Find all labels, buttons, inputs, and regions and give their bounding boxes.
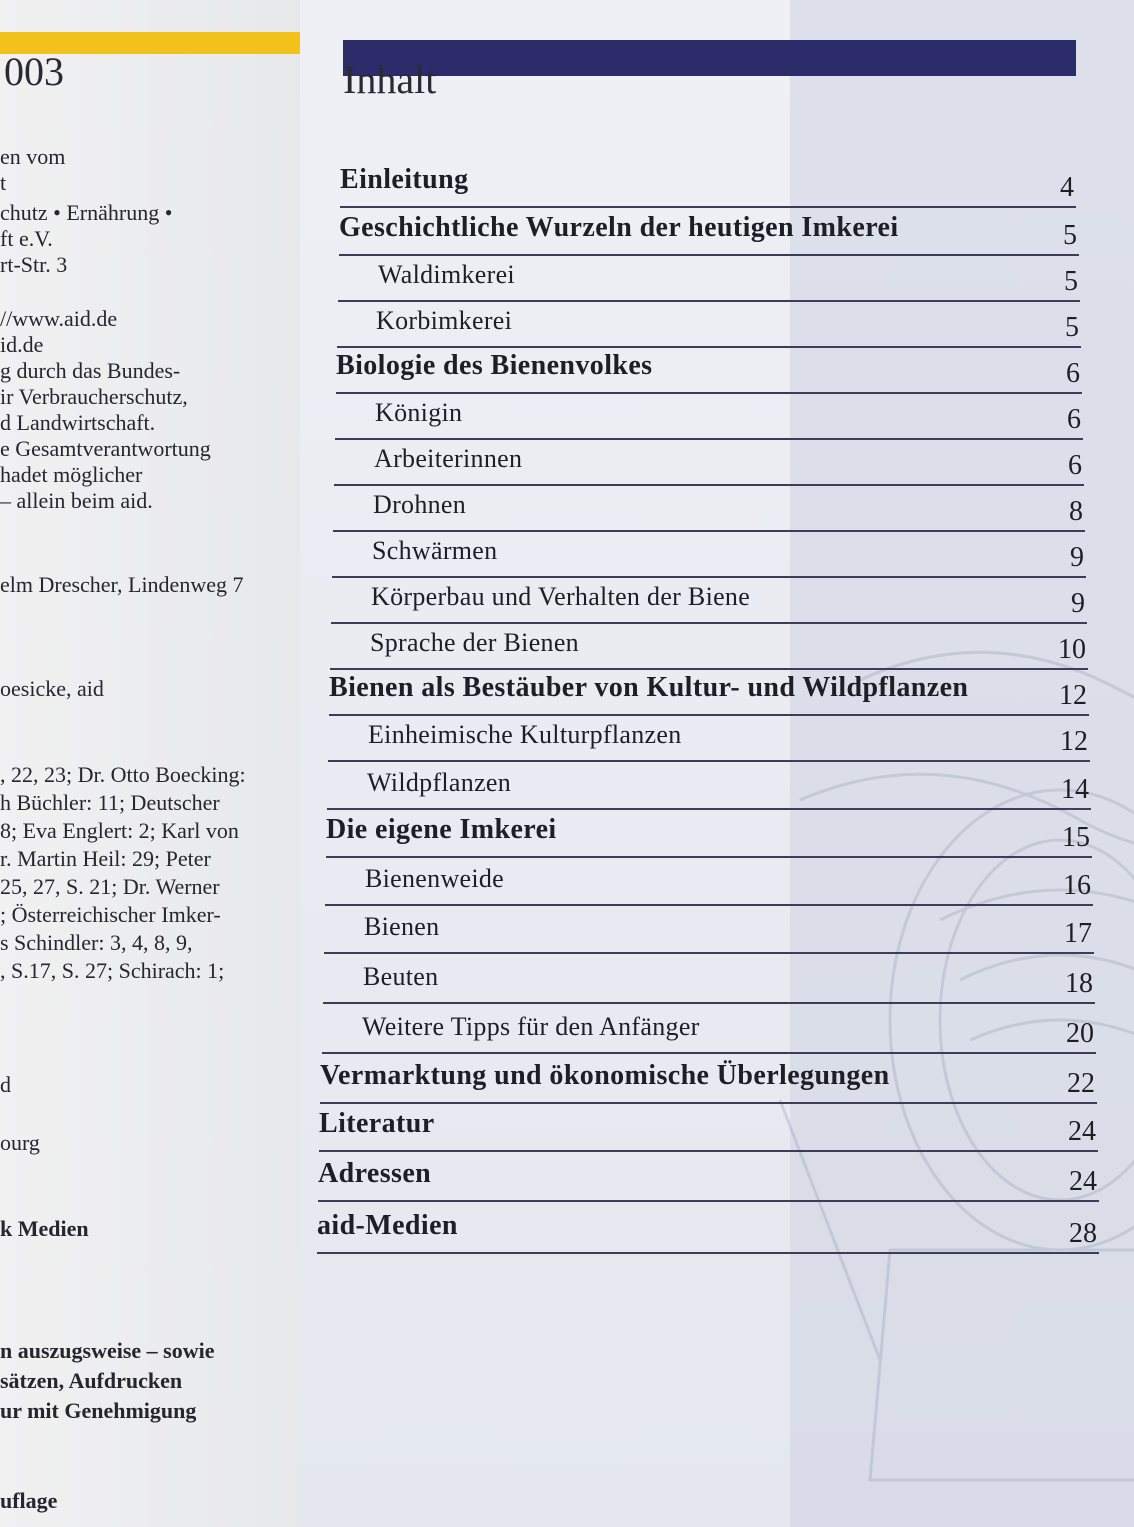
- toc-entry-title: Waldimkerei: [378, 260, 515, 289]
- toc-entry-title: aid-Medien: [317, 1210, 458, 1241]
- toc-entry-title: Beuten: [363, 962, 439, 991]
- toc-entry[interactable]: [334, 434, 1084, 480]
- imprint-line: hadet möglicher: [0, 462, 143, 487]
- toc-entry-page: 9: [1070, 542, 1084, 573]
- toc-entry[interactable]: [326, 804, 1092, 852]
- imprint-line: k Medien: [0, 1216, 89, 1241]
- toc-entry-title: Biologie des Bienenvolkes: [336, 350, 653, 381]
- imprint-line: ur mit Genehmigung: [0, 1398, 197, 1423]
- imprint-line: 25, 27, S. 21; Dr. Werner: [0, 874, 220, 899]
- imprint-line: t: [0, 170, 7, 195]
- toc-entry-title: Literatur: [319, 1108, 435, 1139]
- imprint-line: rt-Str. 3: [0, 252, 68, 277]
- toc-entry[interactable]: [340, 150, 1076, 202]
- toc-entry[interactable]: [319, 1098, 1098, 1146]
- toc-entry-page: 6: [1067, 404, 1081, 435]
- toc-entry[interactable]: [320, 1048, 1097, 1098]
- imprint-line: uflage: [0, 1488, 58, 1513]
- navy-header-bar: [343, 40, 1076, 76]
- imprint-line: – allein beim aid.: [0, 488, 153, 513]
- imprint-line: ft e.V.: [0, 226, 53, 251]
- imprint-line: ir Verbraucherschutz,: [0, 384, 188, 409]
- toc-entry-title: Einheimische Kulturpflanzen: [368, 720, 682, 749]
- imprint-line: 8; Eva Englert: 2; Karl von: [0, 818, 239, 843]
- toc-entry-page: 16: [1063, 870, 1091, 901]
- toc-entry-title: Einleitung: [340, 164, 469, 195]
- imprint-line: e Gesamtverantwortung: [0, 436, 211, 461]
- imprint-line: elm Drescher, Lindenweg 7: [0, 572, 244, 597]
- toc-entry[interactable]: [335, 388, 1083, 434]
- imprint-line: g durch das Bundes-: [0, 358, 181, 383]
- imprint-line: r. Martin Heil: 29; Peter: [0, 846, 211, 871]
- toc-entry-page: 5: [1064, 266, 1078, 297]
- toc-entry-title: Königin: [375, 398, 463, 427]
- imprint-line: , 22, 23; Dr. Otto Boecking:: [0, 762, 246, 787]
- toc-entry[interactable]: [336, 342, 1082, 388]
- toc-entry-page: 12: [1060, 726, 1088, 757]
- toc-entry[interactable]: [338, 250, 1080, 296]
- toc-entry[interactable]: [333, 480, 1085, 526]
- toc-entry-title: Adressen: [318, 1158, 432, 1189]
- toc-entry-page: 5: [1065, 312, 1079, 343]
- toc-entry-title: Bienen als Bestäuber von Kultur- und Wildpflanzen: [329, 672, 969, 703]
- toc-entry[interactable]: [318, 1146, 1099, 1196]
- toc-entry-page: 20: [1066, 1018, 1094, 1049]
- toc-entry[interactable]: [332, 526, 1086, 572]
- toc-entry-title: Arbeiterinnen: [374, 444, 523, 473]
- toc-entry-page: 24: [1069, 1166, 1097, 1197]
- toc-entry-title: Wildpflanzen: [367, 768, 512, 797]
- toc-entry[interactable]: [317, 1196, 1099, 1248]
- toc-entry-title: Weitere Tipps für den Anfänger: [362, 1012, 700, 1041]
- toc-entry[interactable]: [337, 296, 1081, 342]
- toc-entry-page: 15: [1062, 822, 1090, 853]
- toc-entry-title: Schwärmen: [372, 536, 498, 565]
- edition-year: 003: [4, 49, 64, 94]
- imprint-line: , S.17, S. 27; Schirach: 1;: [0, 958, 225, 983]
- toc-entry-page: 18: [1065, 968, 1093, 999]
- imprint-line: d Landwirtschaft.: [0, 410, 156, 435]
- toc-entry[interactable]: [331, 572, 1087, 618]
- toc-entry-title: Bienenweide: [365, 864, 505, 893]
- toc-entry-page: 12: [1059, 680, 1087, 711]
- imprint-line: h Büchler: 11; Deutscher: [0, 790, 220, 815]
- toc-entry-title: Bienen: [364, 912, 440, 941]
- toc-entry-page: 6: [1066, 358, 1080, 389]
- toc-entry-page: 4: [1060, 172, 1074, 203]
- left-page: [0, 0, 300, 1527]
- imprint-line: n auszugsweise – sowie: [0, 1338, 215, 1363]
- toc-entry[interactable]: [328, 710, 1090, 756]
- imprint-line: d: [0, 1072, 11, 1097]
- toc-entry[interactable]: [323, 948, 1095, 998]
- toc-entry[interactable]: [339, 202, 1079, 250]
- toc-entry-page: 24: [1068, 1116, 1096, 1147]
- toc-entry-page: 14: [1061, 774, 1089, 805]
- imprint-line: s Schindler: 3, 4, 8, 9,: [0, 930, 193, 955]
- toc-entry-page: 9: [1071, 588, 1085, 619]
- toc-entry-page: 10: [1058, 634, 1086, 665]
- toc-entry[interactable]: [324, 900, 1094, 948]
- imprint-line: sätzen, Aufdrucken: [0, 1368, 183, 1393]
- toc-title: Inhalt: [343, 57, 437, 102]
- toc-entry-title: Vermarktung und ökonomische Überlegungen: [320, 1060, 890, 1091]
- toc-entry-title: Korbimkerei: [376, 306, 513, 335]
- toc-entry[interactable]: [330, 618, 1088, 664]
- toc-entry-page: 8: [1069, 496, 1083, 527]
- toc-entry-page: 28: [1069, 1218, 1097, 1249]
- toc-entry[interactable]: [329, 664, 1089, 710]
- imprint-line: //www.aid.de: [0, 306, 118, 331]
- imprint-line: id.de: [0, 332, 44, 357]
- toc-entry-title: Körperbau und Verhalten der Biene: [371, 582, 751, 611]
- imprint-line: ourg: [0, 1130, 40, 1155]
- toc-entry[interactable]: [327, 756, 1091, 804]
- imprint-line: ; Österreichischer Imker-: [0, 902, 221, 927]
- toc-entry-page: 22: [1067, 1068, 1095, 1099]
- toc-entry-title: Geschichtliche Wurzeln der heutigen Imkerei: [339, 212, 899, 243]
- toc-entry[interactable]: [325, 852, 1093, 900]
- toc-entry-title: Die eigene Imkerei: [326, 814, 557, 845]
- toc-entry-page: 6: [1068, 450, 1082, 481]
- toc-entry-title: Drohnen: [373, 490, 467, 519]
- imprint-line: en vom: [0, 144, 66, 169]
- toc-entry-title: Sprache der Bienen: [370, 628, 579, 657]
- imprint-line: chutz • Ernährung •: [0, 200, 173, 225]
- imprint-line: oesicke, aid: [0, 676, 104, 701]
- toc-entry[interactable]: [322, 998, 1096, 1048]
- toc-entry-page: 17: [1064, 918, 1092, 949]
- toc-entry-page: 5: [1063, 220, 1077, 251]
